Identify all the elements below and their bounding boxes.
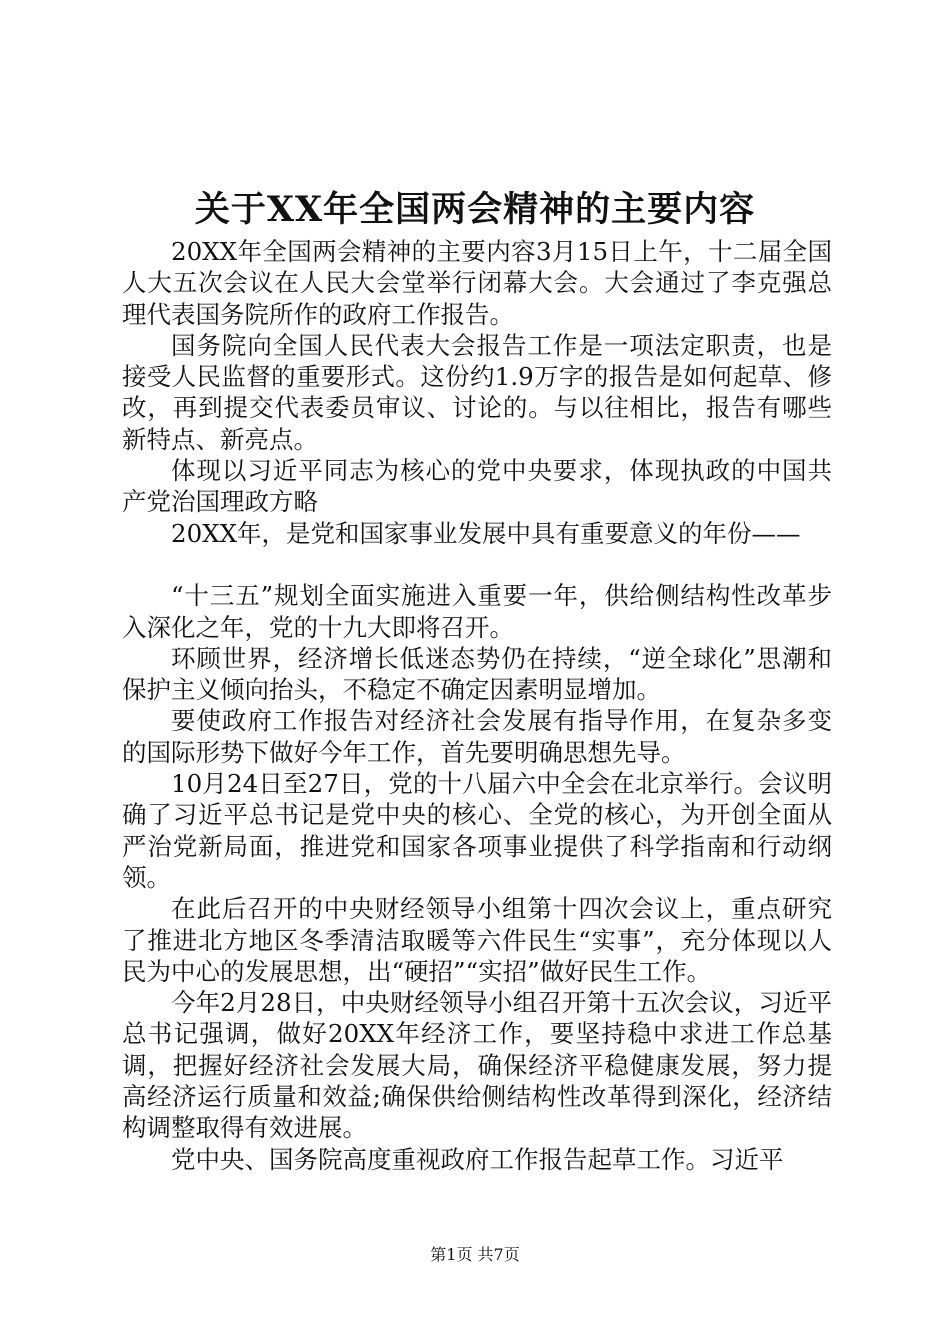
paragraph: 体现以习近平同志为核心的党中央要求，体现执政的中国共产党治国理政方略	[122, 456, 832, 517]
paragraph: “十三五”规划全面实施进入重要一年，供给侧结构性改革步入深化之年，党的十九大即将召开。	[122, 581, 832, 642]
paragraph: 环顾世界，经济增长低迷态势仍在持续，“逆全球化”思潮和保护主义倾向抬头，不稳定不确定因素明显增加。	[122, 643, 832, 705]
paragraph: 10月24日至27日，党的十八届六中全会在北京举行。会议明确了习近平总书记是党中央的核心、全党的核心，为开创全面从严治党新局面，推进党和国家各项事业提供了科学指南和行动纲领。	[122, 769, 832, 892]
paragraph: 今年2月28日，中央财经领导小组召开第十五次会议，习近平总书记强调，做好20XX年经济工作，要坚持稳中求进工作总基调，把握好经济社会发展大局，确保经济平稳健康发展，努力提高经济运行质量和效益;确保供给侧结构性改革得到深化，经济结构调整取得有效进展。	[122, 988, 832, 1143]
paragraph: 在此后召开的中央财经领导小组第十四次会议上，重点研究了推进北方地区冬季清洁取暖等六件民生“实事”，充分体现以人民为中心的发展思想，出“硬招”“实招”做好民生工作。	[122, 894, 832, 986]
page-footer: 第1页 共7页	[430, 1245, 520, 1264]
document-title: 关于XX年全国两会精神的主要内容	[194, 189, 756, 230]
paragraph-gap	[122, 549, 832, 580]
paragraph: 要使政府工作报告对经济社会发展有指导作用，在复杂多变的国际形势下做好今年工作，首先要明确思想先导。	[122, 706, 832, 767]
document-body	[122, 236, 832, 1175]
paragraph: 20XX年，是党和国家事业发展中具有重要意义的年份——	[171, 518, 801, 548]
paragraph: 国务院向全国人民代表大会报告工作是一项法定职责，也是接受人民监督的重要形式。这份约1.9万字的报告是如何起草、修改，再到提交代表委员审议、讨论的。与以往相比，报告有哪些新特点、新亮点。	[122, 330, 832, 454]
paragraph: 党中央、国务院高度重视政府工作报告起草工作。习近平	[171, 1144, 784, 1174]
paragraph: 20XX年全国两会精神的主要内容3月15日上午，十二届全国人大五次会议在人民大会堂举行闭幕大会。大会通过了李克强总理代表国务院所作的政府工作报告。	[122, 237, 832, 329]
